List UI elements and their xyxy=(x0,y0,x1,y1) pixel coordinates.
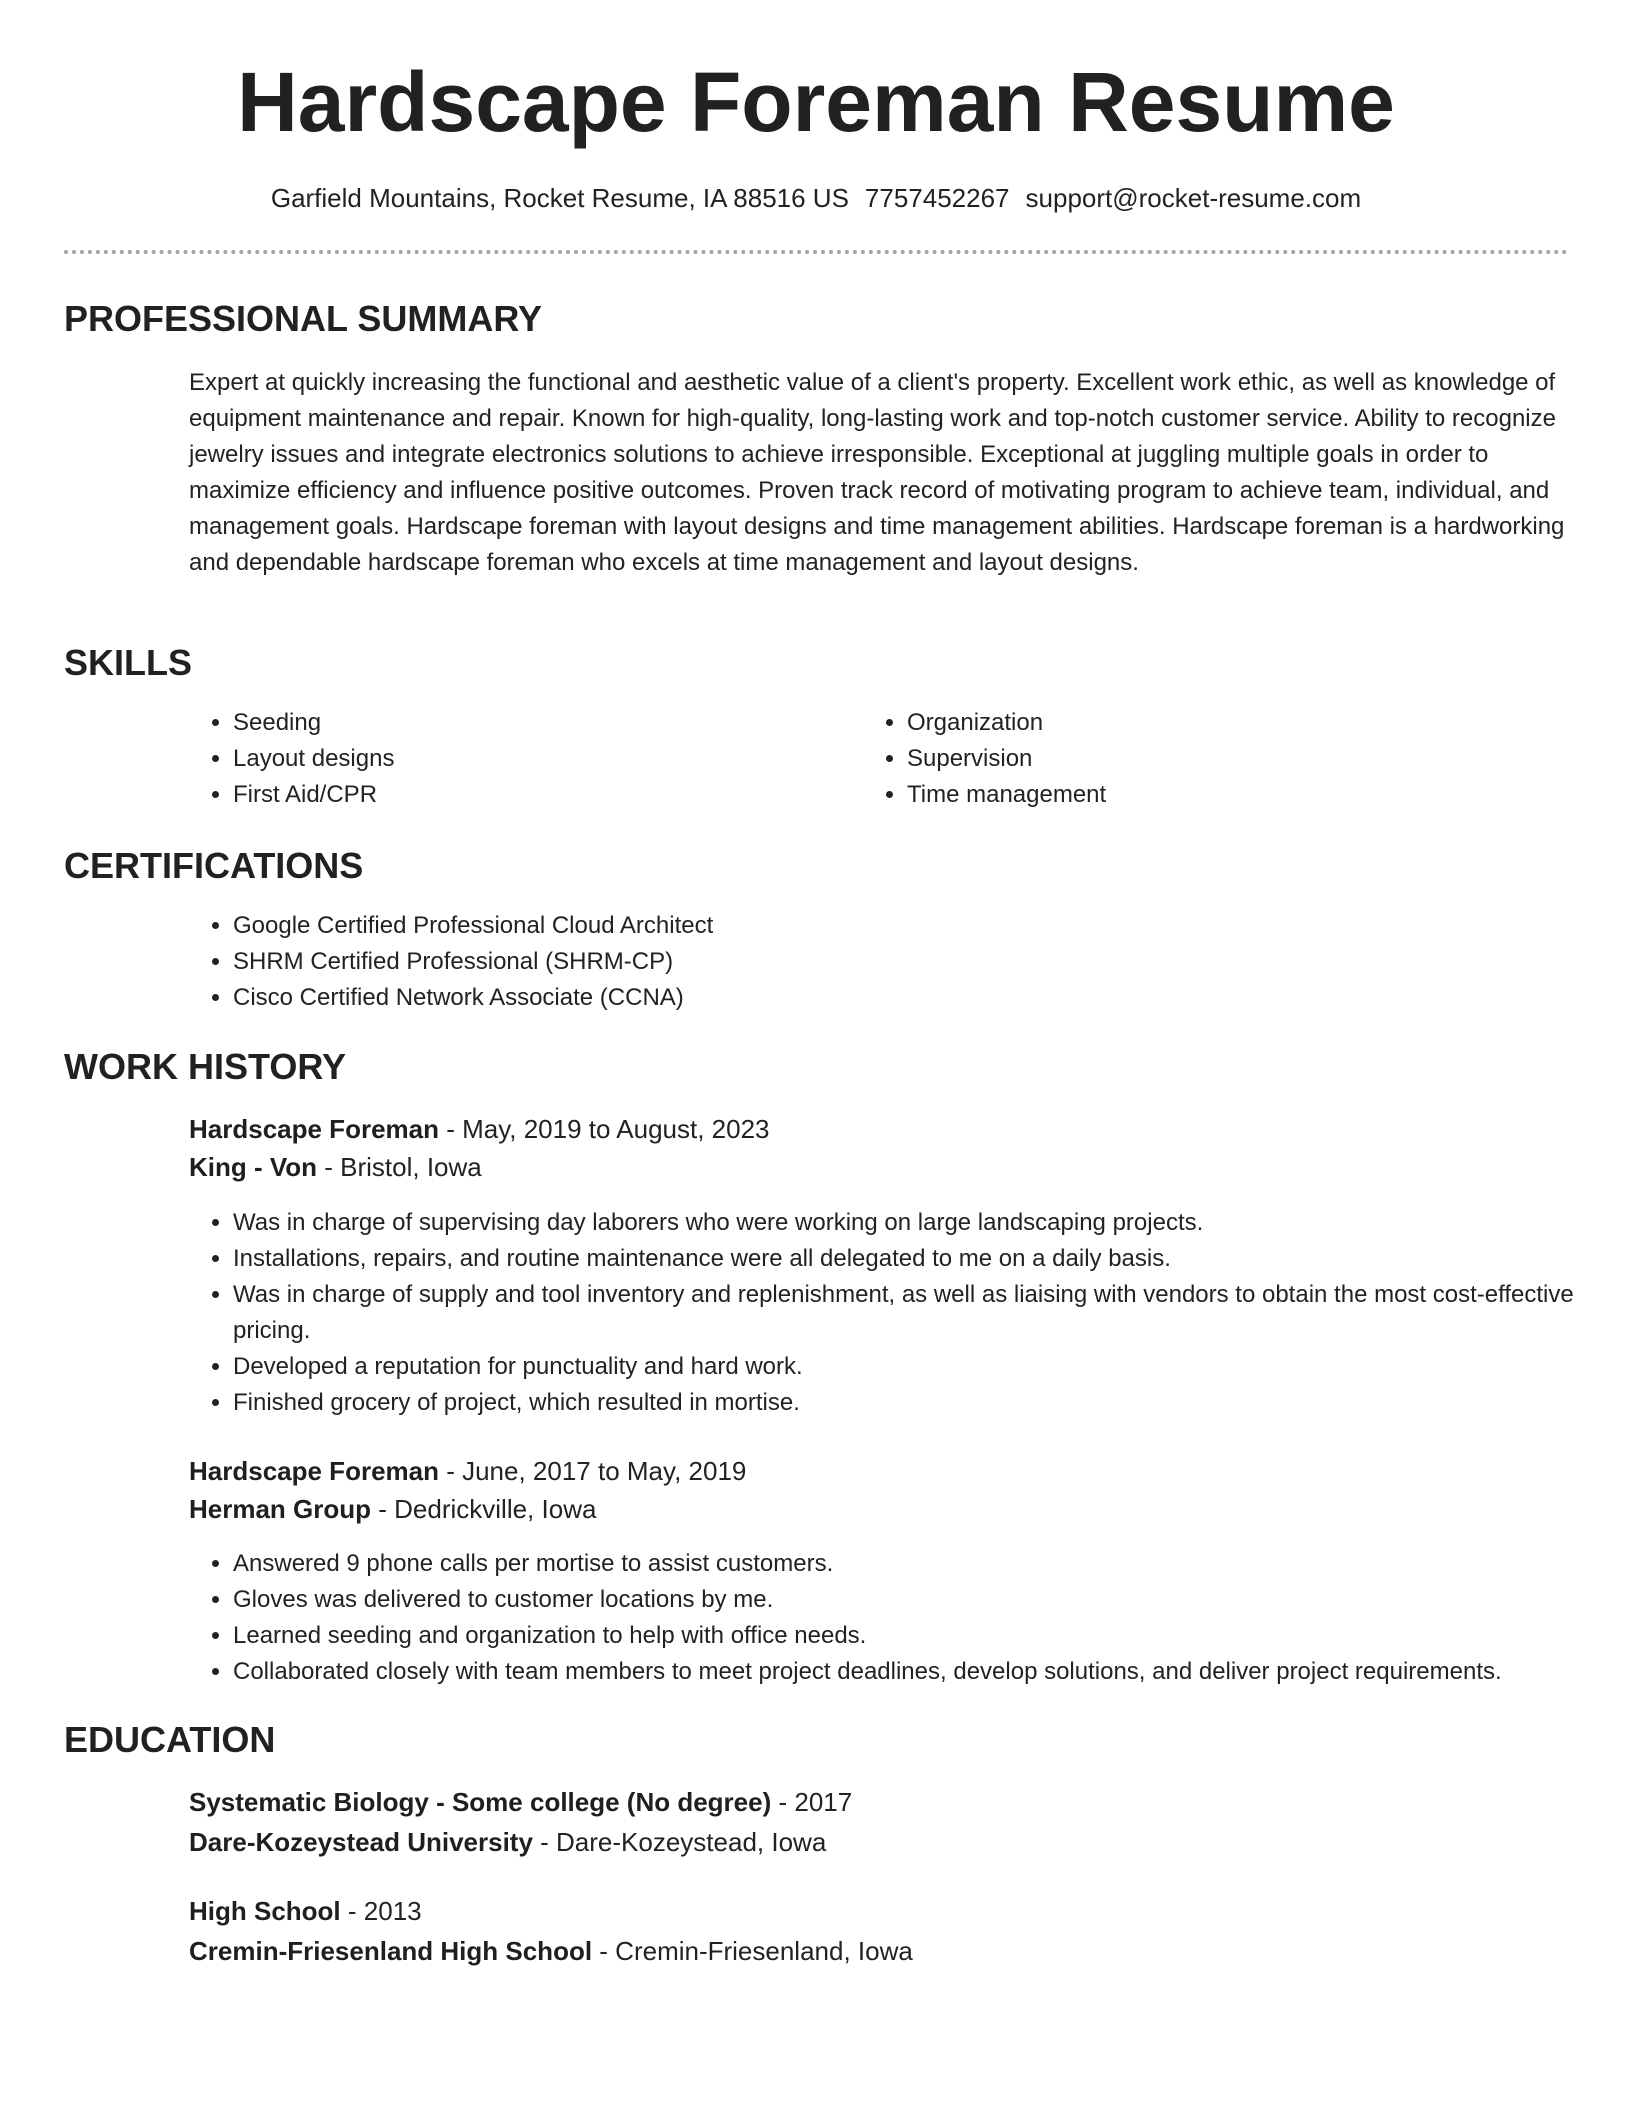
summary-heading: PROFESSIONAL SUMMARY xyxy=(64,298,543,339)
skill-item: • Supervision xyxy=(907,741,1527,777)
job-dates: - June, 2017 to May, 2019 xyxy=(438,1456,747,1486)
education-school: Dare-Kozeystead University xyxy=(189,1827,533,1857)
education-school-line xyxy=(189,1934,913,1968)
job-title: Hardscape Foreman xyxy=(189,1114,439,1144)
job-title: Hardscape Foreman xyxy=(189,1456,439,1486)
work-history-heading: WORK HISTORY xyxy=(64,1046,347,1087)
certifications-list xyxy=(189,908,1613,1016)
job-dates: - May, 2019 to August, 2023 xyxy=(438,1114,770,1144)
certification-item: • SHRM Certified Professional (SHRM-CP) xyxy=(233,944,1613,980)
job-bullet: • Learned seeding and organization to help with office needs. xyxy=(233,1618,1632,1654)
job-company: King - Von xyxy=(189,1152,318,1182)
contact-phone: 7757452267 xyxy=(864,183,1010,213)
job-bullet: • Was in charge of supply and tool inventory and replenishment, as well as liaising with vendors to obtain the most cost-effective pricing. xyxy=(233,1277,1613,1349)
contact-line xyxy=(0,181,1632,215)
education-school-line xyxy=(189,1825,826,1859)
job-bullets xyxy=(189,1546,1632,1690)
education-degree-line xyxy=(189,1894,422,1928)
job-company-line xyxy=(189,1150,482,1184)
job-location: - Dedrickville, Iowa xyxy=(371,1494,597,1524)
job-bullet: • Was in charge of supervising day laborers who were working on large landscaping projects. xyxy=(233,1205,1613,1241)
skill-item: • Time management xyxy=(907,777,1527,813)
education-degree: Systematic Biology - Some college (No degree) xyxy=(189,1787,772,1817)
education-degree: High School xyxy=(189,1896,341,1926)
certification-item: • Cisco Certified Network Associate (CCNA) xyxy=(233,980,1613,1016)
skill-item: • Layout designs xyxy=(233,741,853,777)
summary-text: Expert at quickly increasing the functional and aesthetic value of a client's property. Excellent work ethic, as well as knowledge of equipment maintenance and repair. Known for high-quality, long-lasting work and top-notch customer service. Ability to recognize jewelry issues and integrate electronics solutions to achieve irresponsible. Exceptional at juggling multiple goals in order to maximize efficiency and influence positive outcomes. Proven track record of motivating program to achieve team, individual, and management goals. Hardscape foreman with layout designs and time management abilities. Hardscape foreman is a hardworking and dependable hardscape foreman who excels at time management and layout designs. xyxy=(189,369,1565,576)
skill-item: • Organization xyxy=(907,705,1527,741)
header-divider xyxy=(64,250,1568,254)
education-heading: EDUCATION xyxy=(64,1719,276,1760)
contact-address: Garfield Mountains, Rocket Resume, IA 88516 US xyxy=(270,183,849,213)
job-bullet: • Collaborated closely with team members to meet project deadlines, develop solutions, and deliver project requirements. xyxy=(233,1654,1632,1690)
job-title-line xyxy=(189,1454,746,1488)
job-bullet: • Finished grocery of project, which resulted in mortise. xyxy=(233,1385,1613,1421)
job-location: - Bristol, Iowa xyxy=(317,1152,482,1182)
job-bullet: • Answered 9 phone calls per mortise to assist customers. xyxy=(233,1546,1632,1582)
resume-title: Hardscape Foreman Resume xyxy=(237,55,1395,149)
skills-heading: SKILLS xyxy=(64,642,193,683)
job-bullet: • Developed a reputation for punctuality and hard work. xyxy=(233,1349,1613,1385)
job-bullet: • Installations, repairs, and routine maintenance were all delegated to me on a daily basis. xyxy=(233,1241,1613,1277)
certification-item: • Google Certified Professional Cloud Architect xyxy=(233,908,1613,944)
education-degree-line xyxy=(189,1785,852,1819)
skill-item: • Seeding xyxy=(233,705,853,741)
skills-list-left xyxy=(189,705,853,813)
contact-email: support@rocket-resume.com xyxy=(1025,183,1362,213)
skills-list-right xyxy=(863,705,1527,813)
education-location: - Dare-Kozeystead, Iowa xyxy=(532,1827,827,1857)
education-school: Cremin-Friesenland High School xyxy=(189,1936,593,1966)
skill-item: • First Aid/CPR xyxy=(233,777,853,813)
education-year: - 2017 xyxy=(771,1787,853,1817)
education-location: - Cremin-Friesenland, Iowa xyxy=(592,1936,913,1966)
job-company: Herman Group xyxy=(189,1494,372,1524)
certifications-heading: CERTIFICATIONS xyxy=(64,845,364,886)
job-bullet: • Gloves was delivered to customer locations by me. xyxy=(233,1582,1632,1618)
job-bullets xyxy=(189,1205,1613,1421)
job-title-line xyxy=(189,1112,770,1146)
job-company-line xyxy=(189,1492,596,1526)
education-year: - 2013 xyxy=(340,1896,422,1926)
